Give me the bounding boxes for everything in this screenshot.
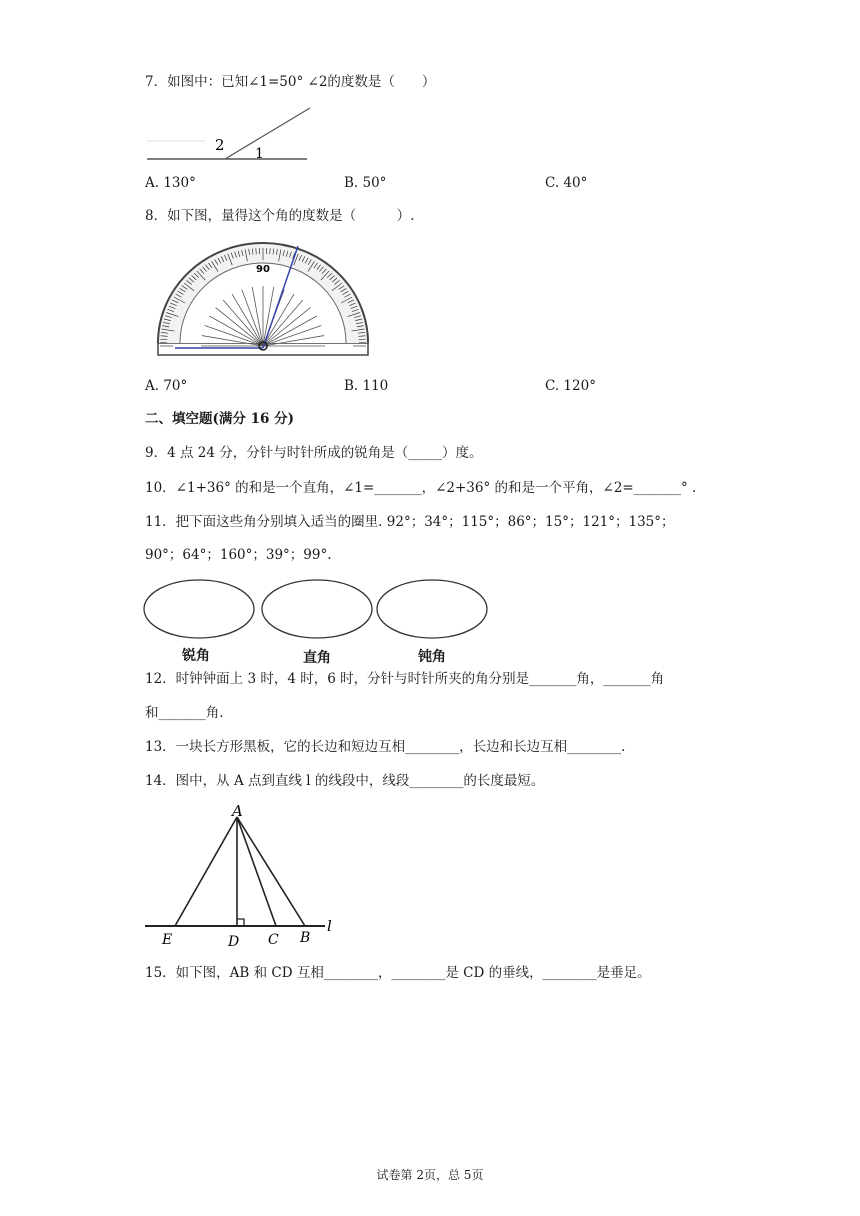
q8-option-a: A. 70° [145, 378, 188, 394]
segment-ae [175, 817, 237, 926]
q8-option-c: C. 120° [545, 378, 596, 394]
right-label: 直角 [303, 650, 331, 666]
q8-question: 8．如下图，量得这个角的度数是（ ）. [145, 208, 415, 224]
obtuse-label: 钝角 [418, 649, 446, 665]
acute-oval [144, 580, 254, 638]
line-l-label: l [327, 917, 332, 935]
q13: 13．一块长方形黑板，它的长边和短边互相________，长边和长边互相________. [145, 739, 626, 755]
acute-label: 锐角 [182, 648, 210, 664]
point-c-label: C [268, 932, 279, 948]
q12-line1: 12．时钟钟面上 3 时，4 时，6 时，分针与时针所夹的角分别是_______角，_______角 [145, 671, 665, 687]
q7-question: 7．如图中：已知∠1=50° ∠2的度数是（ ） [145, 74, 436, 90]
q7-angle-figure [145, 100, 315, 165]
section2-title: 二、填空题(满分 16 分) [145, 411, 294, 427]
q8-protractor-figure [150, 238, 375, 363]
right-angle-mark [237, 919, 244, 926]
q7-ray [225, 108, 310, 159]
q7-option-a: A. 130° [145, 175, 196, 191]
point-e-label: E [162, 932, 173, 948]
q7-option-b: B. 50° [344, 175, 387, 191]
obtuse-oval [377, 580, 487, 638]
right-oval [262, 580, 372, 638]
page-footer: 试卷第 2页，总 5页 [376, 1168, 484, 1182]
q9: 9．4 点 24 分，分针与时针所成的锐角是（_____）度。 [145, 445, 483, 461]
q10: 10．∠1+36° 的和是一个直角，∠1=_______，∠2+36° 的和是一个平角，∠2=_______° . [145, 480, 697, 496]
q11-line2: 90°；64°；160°；39°；99°. [145, 547, 332, 563]
q7-label-2: 2 [215, 136, 225, 154]
point-a-label: A [232, 802, 243, 820]
q14-question: 14．图中，从 A 点到直线 l 的线段中，线段________的长度最短。 [145, 773, 545, 789]
q8-option-b: B. 110 [344, 378, 389, 394]
q12-line2: 和_______角. [145, 705, 224, 721]
q8-protractor-90-label: 90 [256, 264, 270, 275]
q11-line1: 11．把下面这些角分别填入适当的圈里. 92°；34°；115°；86°；15°；121°；135°； [145, 514, 675, 530]
q15: 15．如下图，AB 和 CD 互相________，________是 CD 的垂线，________是垂足。 [145, 965, 651, 981]
q7-option-c: C. 40° [545, 175, 588, 191]
q7-label-1: 1 [255, 146, 264, 162]
q11-ovals [142, 578, 492, 643]
segment-ab [237, 817, 305, 926]
point-b-label: B [300, 930, 311, 946]
point-d-label: D [228, 934, 240, 950]
q14-figure [140, 800, 350, 950]
